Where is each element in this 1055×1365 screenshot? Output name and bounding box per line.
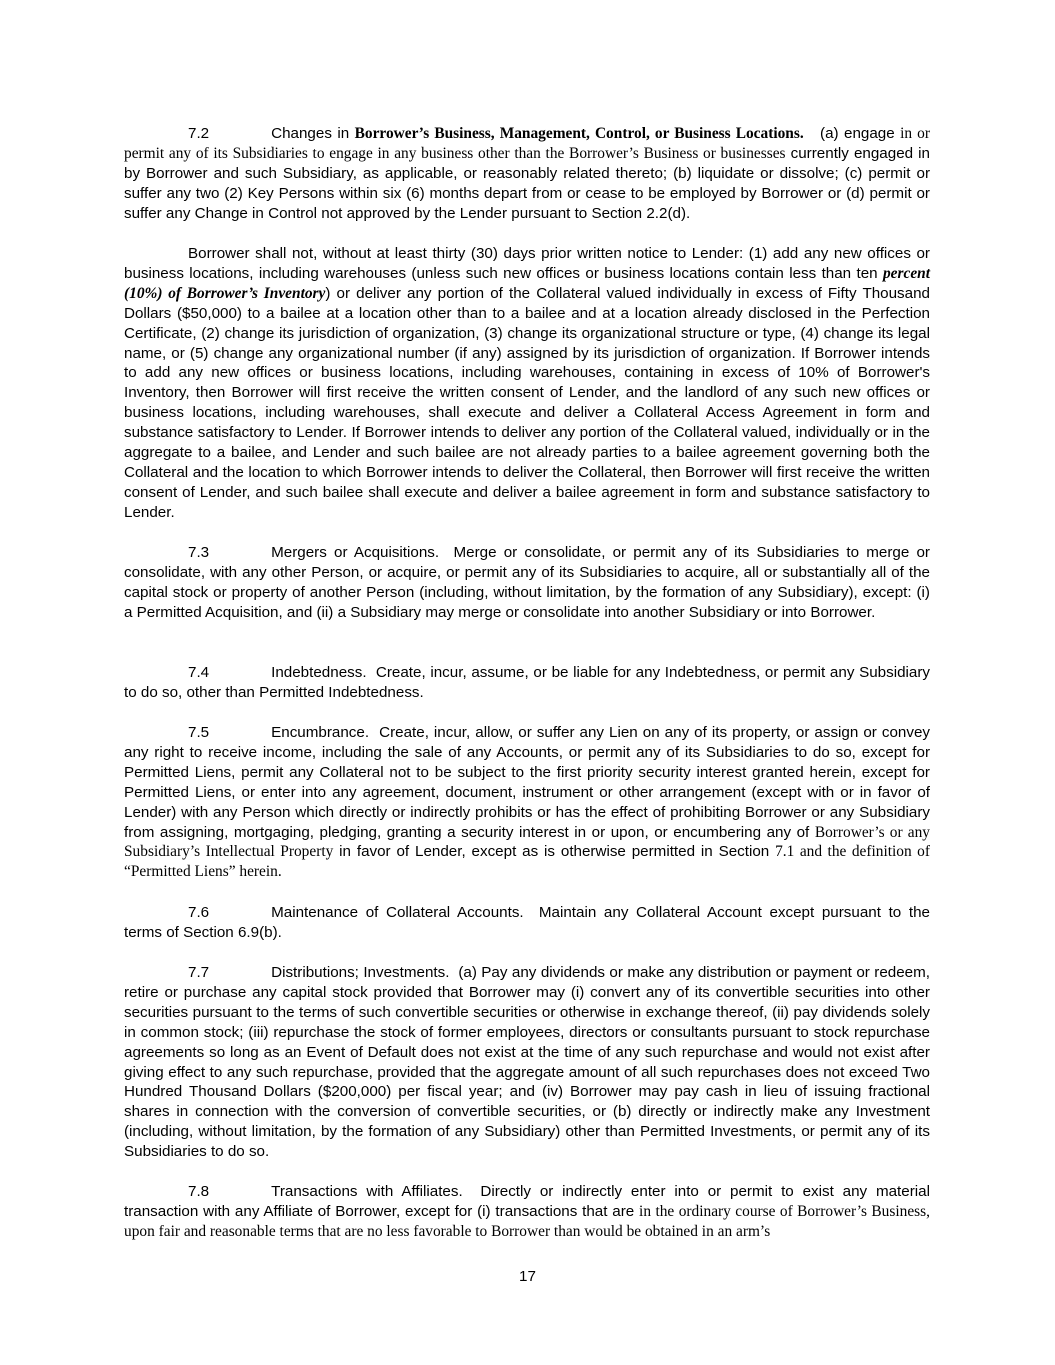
section-text-serif: Borrower’s or any Subsidiary’s Intellectual Property xyxy=(124,823,930,861)
section-number: 7.7 xyxy=(188,964,210,981)
section-text: (a) engage xyxy=(820,125,895,142)
section-text-serif: in or permit any of its Subsidiaries to engage in any business other than the Borrower’s Business or businesses xyxy=(124,125,930,162)
notice-text-emphasis: percent (10%) of Borrower’s Inventory xyxy=(124,264,930,302)
section-7-4 xyxy=(124,663,930,703)
section-title-lead: Changes in xyxy=(271,125,355,142)
section-text: Merge or consolidate, or permit any of its Subsidiaries to merge or consolidate, with any other Person, or acquire, or permit any of its Subsidiaries to acquire, all or substantially all of the capital stock or property of another Person (including, without limitation, by the formation of any Subsidiary), except: (i) a Permitted Acquisition, and (ii) a Subsidiary may merge or consolidate into another Subsidiary or into Borrower. xyxy=(124,544,930,621)
section-title: Distributions; Investments. xyxy=(271,964,450,981)
section-7-3 xyxy=(124,543,930,623)
section-title: Mergers or Acquisitions. xyxy=(271,544,440,561)
section-7-2 xyxy=(124,124,930,224)
section-text: Create, incur, allow, or suffer any Lien on any of its property, or assign or convey any right to receive income, including the sale of any Accounts, or permit any of its Subsidiaries to do so, except for Permitted Liens, permit any Collateral not to be subject to the first priority security interest granted herein, except for Permitted Liens, or enter into any agreement, document, instrument or other arrangement (except with or in favor of Lender) with any Person which directly or indirectly prohibits or has the effect of prohibiting Borrower or any Subsidiary from assigning, mortgaging, pledging, granting a security interest in or upon, or encumbering any of xyxy=(124,724,930,841)
section-text-continued: currently engaged in by Borrower and such Subsidiary, as applicable, or reasonably related thereto; (b) liquidate or dissolve; (c) permit or suffer any two (2) Key Persons within six (6) months depart from or cease to be employed by Borrower or (d) permit or suffer any Change in Control not approved by the Lender pursuant to Section 2.2(d). xyxy=(124,144,930,222)
section-7-5 xyxy=(124,723,930,882)
section-title: Maintenance of Collateral Accounts. xyxy=(271,904,524,921)
section-text: Directly or indirectly enter into or permit to exist any material transaction with any Affiliate of Borrower, except for (i) transactions that are xyxy=(124,1183,930,1220)
section-title: Borrower’s Business, Management, Control, or Business Locations. xyxy=(354,125,804,142)
section-number: 7.8 xyxy=(188,1183,210,1200)
section-text: Create, incur, assume, or be liable for any Indebtedness, or permit any Subsidiary to do so, other than Permitted Indebtedness. xyxy=(124,664,930,701)
section-number: 7.2 xyxy=(188,125,210,142)
section-7-6 xyxy=(124,903,930,943)
section-number: 7.6 xyxy=(188,904,210,921)
section-title: Indebtedness. xyxy=(271,664,367,681)
section-number: 7.4 xyxy=(188,664,210,681)
notice-text-continued: ) or deliver any portion of the Collateral valued individually in excess of Fifty Thousand Dollars ($50,000) to a bailee at a location other than to a bailee and at a location already disclosed in the Perfection Certificate, (2) change its jurisdiction of organization, (3) change its organizational structure or type, (4) change its legal name, or (5) change any organizational number (if any) assigned by its jurisdiction of organization. If Borrower intends to add any new offices or business locations, including warehouses, containing in excess of 10% of Borrower's Inventory, then Borrower will first receive the written consent of Lender, and the landlord of any such new offices or business locations, including warehouses, shall execute and deliver a Collateral Access Agreement in form and substance satisfactory to Lender. If Borrower intends to deliver any portion of the Collateral valued, individually or in the aggregate to a bailee, and Lender and such bailee are not already parties to a bailee agreement governing both the Collateral and the location to which Borrower intends to deliver the Collateral, then Borrower will first receive the written consent of Lender, and such bailee shall execute and deliver a bailee agreement in form and substance satisfactory to Lender. xyxy=(124,284,930,521)
section-title: Transactions with Affiliates. xyxy=(271,1183,463,1200)
notice-text: Borrower shall not, without at least thirty (30) days prior written notice to Lender: (1) add any new offices or business locations, including warehouses (unless such new offices or business locations contain less than ten xyxy=(124,245,930,282)
section-text-serif-end: 7.1 and the definition of “Permitted Liens” herein. xyxy=(124,843,930,881)
section-text-continued: in favor of Lender, except as is otherwise permitted in Section xyxy=(333,843,776,861)
section-7-8 xyxy=(124,1182,930,1242)
section-text-serif: in the ordinary course of Borrower’s Business, upon fair and reasonable terms that are no less favorable to Borrower than would be obtained in an arm’s xyxy=(124,1202,930,1240)
section-text: Maintain any Collateral Account except pursuant to the terms of Section 6.9(b). xyxy=(124,904,930,941)
section-number: 7.3 xyxy=(188,544,210,561)
section-title: Encumbrance. xyxy=(271,724,370,741)
page-number: 17 xyxy=(519,1268,536,1285)
section-text: (a) Pay any dividends or make any distribution or payment or redeem, retire or purchase any capital stock provided that Borrower may (i) convert any of its convertible securities into other securities pursuant to the terms of such convertible securities or otherwise in exchange thereof, (ii) pay dividends solely in common stock; (iii) repurchase the stock of former employees, directors or consultants pursuant to stock repurchase agreements so long as an Event of Default does not exist at the time of any such repurchase and would not exist after giving effect to any such repurchase, provided that the aggregate amount of all such repurchases does not exceed Two Hundred Thousand Dollars ($200,000) per fiscal year; and (iv) Borrower may pay cash in lieu of issuing fractional shares in connection with the conversion of convertible securities, or (b) directly or indirectly make any Investment (including, without limitation, by the formation of any Subsidiary) other than Permitted Investments, or permit any of its Subsidiaries to do so. xyxy=(124,964,930,1161)
section-7-7 xyxy=(124,963,930,1162)
section-7-2-notice xyxy=(124,244,930,523)
section-number: 7.5 xyxy=(188,724,210,741)
